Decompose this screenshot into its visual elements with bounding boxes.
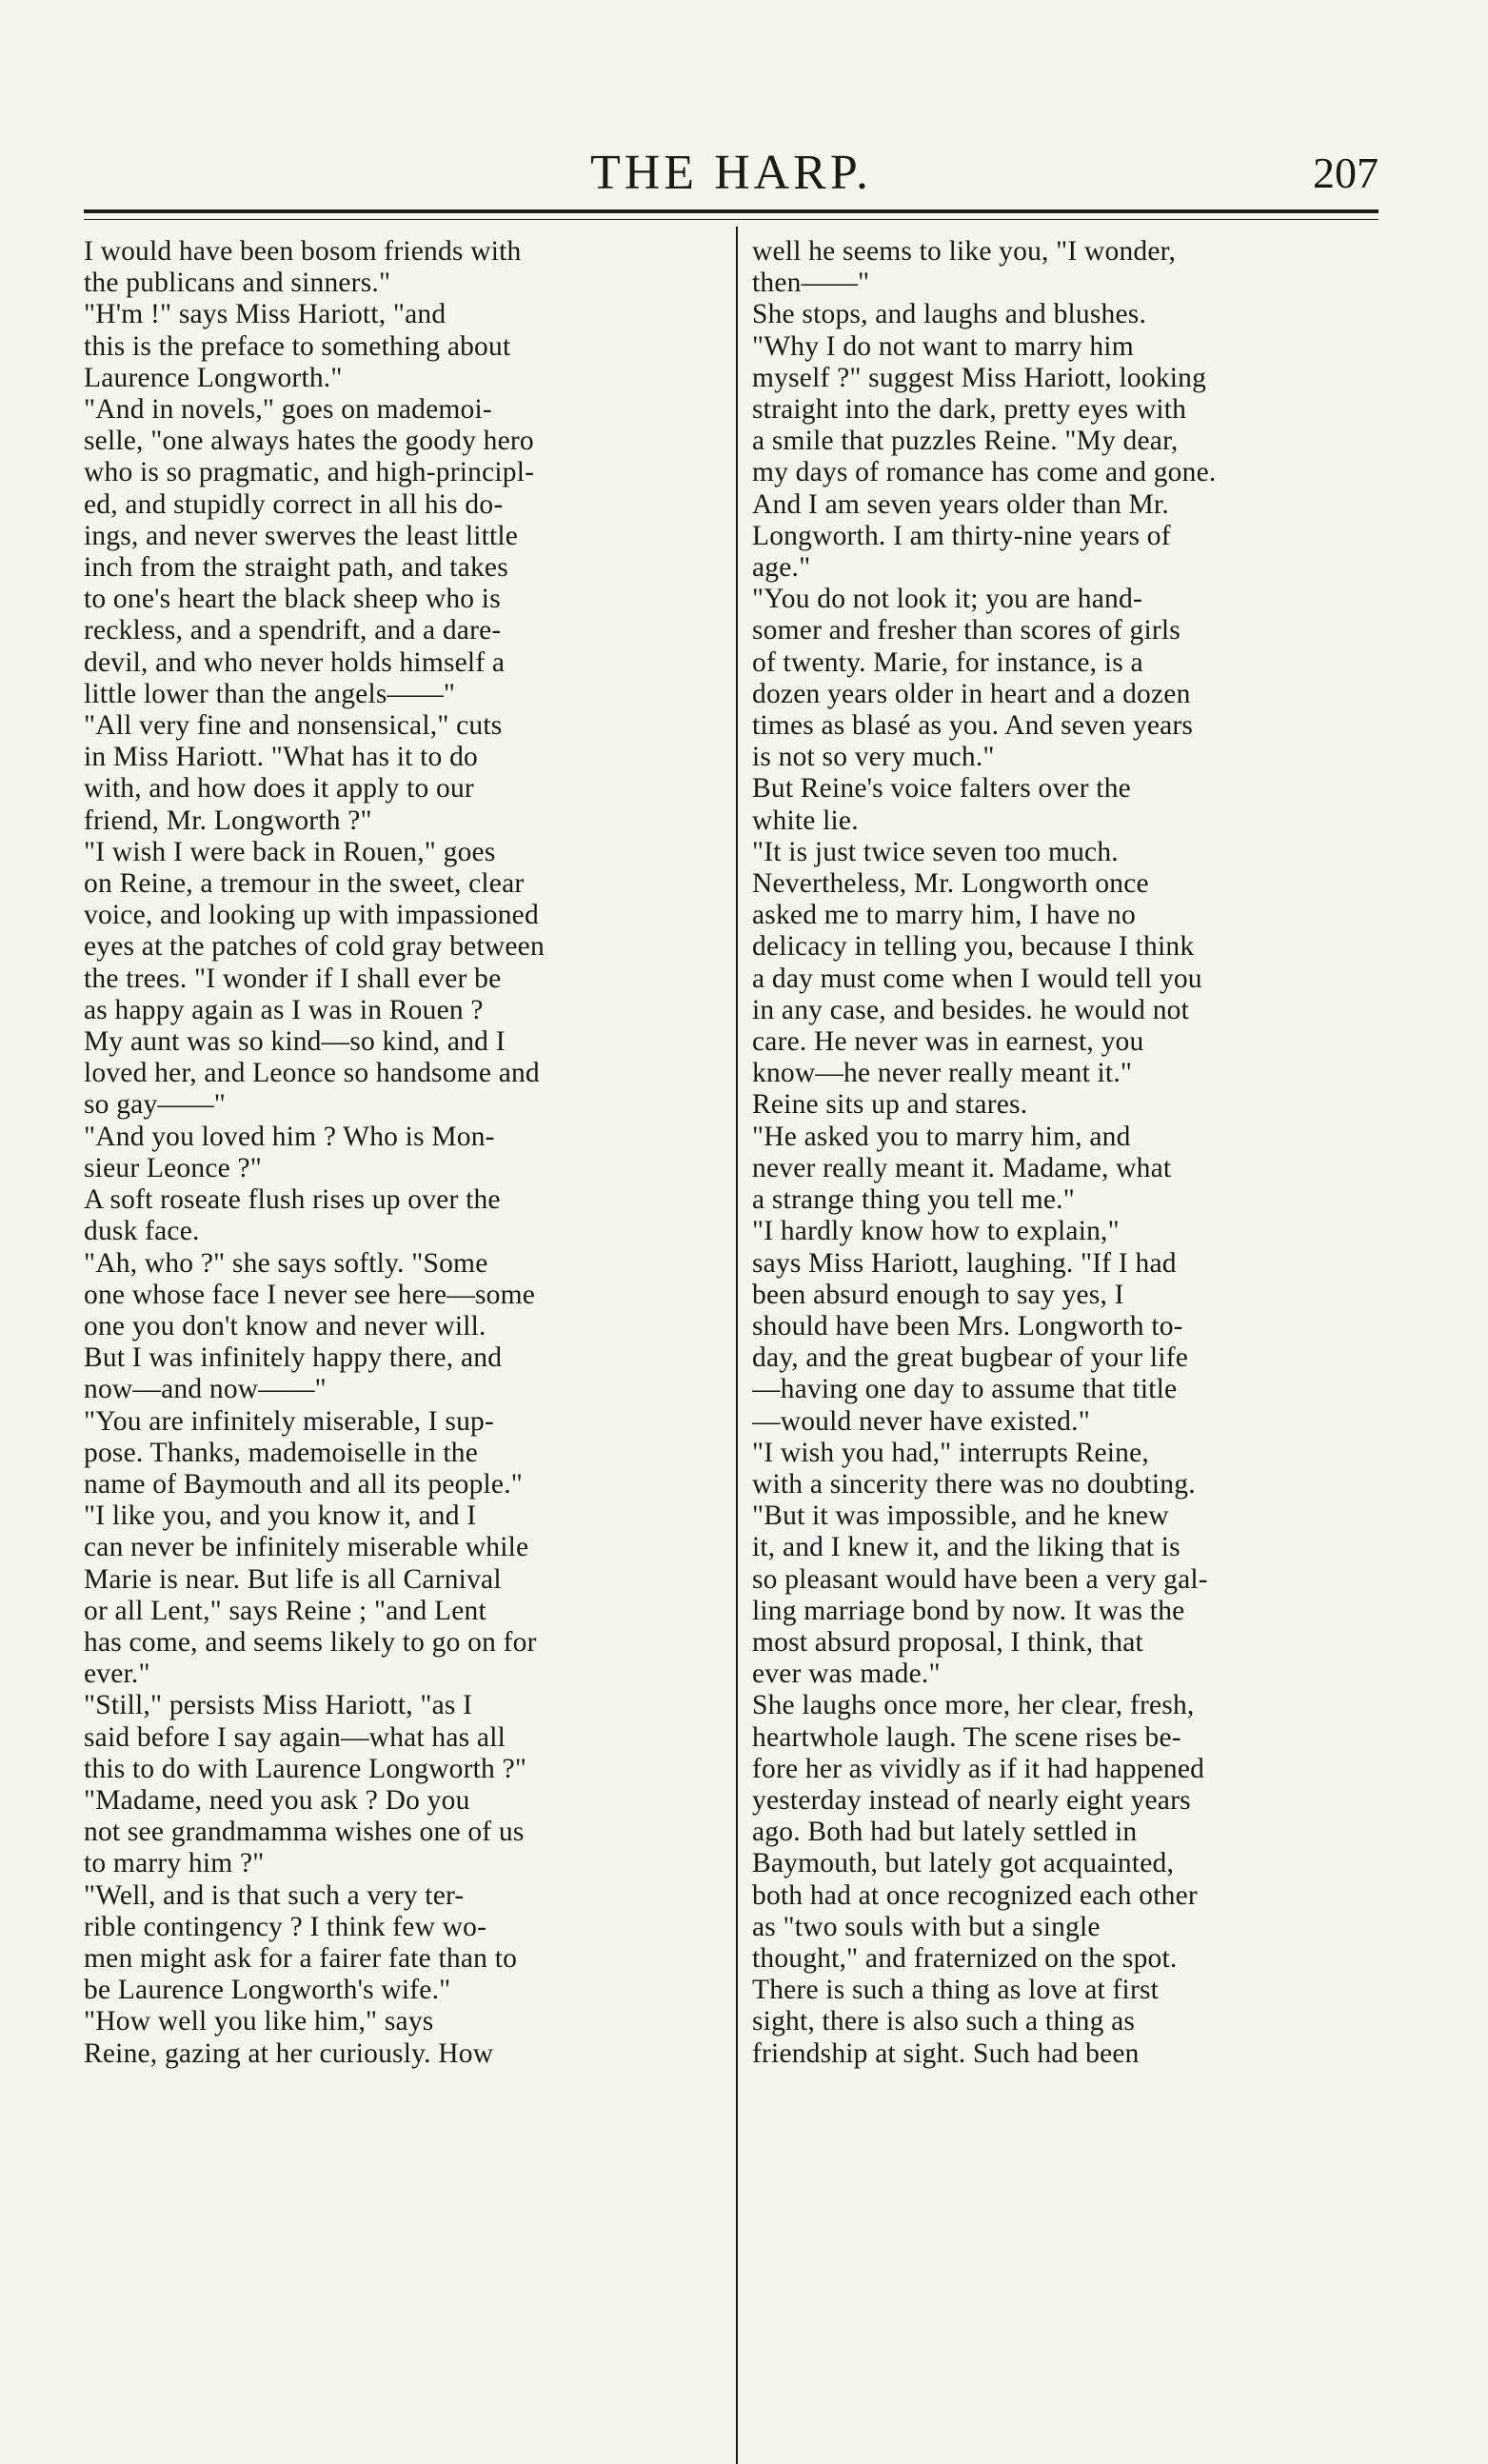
column-divider <box>736 227 738 2464</box>
running-head <box>84 143 1379 204</box>
running-title: THE HARP. <box>589 146 873 200</box>
page-number: 207 <box>1313 149 1379 197</box>
left-column <box>84 236 720 2445</box>
header-rule-thick <box>84 209 1379 213</box>
header-rule-thin <box>84 219 1379 220</box>
right-column <box>752 236 1388 2445</box>
right-column-text: well he seems to like you, "I wonder, then——" She stops, and laughs and blushes. "Why I do not want to marry him myself ?" suggest Miss Hariott, looking straight into the dark, pretty eyes with a smile that puzzles Reine. "My dear, my days of romance has come and gone. And I am seven years older than Mr. Longworth. I am thirty-nine years of age." "You do not look it; you are hand- somer and fresher than scores of girls of twenty. Marie, for instance, is a dozen years older in heart and a dozen times as blasé as you. And seven years is not so very much." But Reine's voice falters over the white lie. "It is just twice seven too much. Nevertheless, Mr. Longworth once asked me to marry him, I have no delicacy in telling you, because I think a day must come when I would tell you in any case, and besides. he would not care. He never was in earnest, you know—he never really meant it." Reine sits up and stares. "He asked you to marry him, and never really meant it. Madame, what a strange thing you tell me." "I hardly know how to explain," says Miss Hariott, laughing. "If I had been absurd enough to say yes, I should have been Mrs. Longworth to- day, and the great bugbear of your life —having one day to assume that title —would never have existed." "I wish you had," interrupts Reine, with a sincerity there was no doubting. "But it was impossible, and he knew it, and I knew it, and the liking that is so pleasant would have been a very gal- ling marriage bond by now. It was the most absurd proposal, I think, that ever was made." She laughs once more, her clear, fresh, heartwhole laugh. The scene rises be- fore her as vividly as if it had happened yesterday instead of nearly eight years ago. Both had but lately settled in Baymouth, but lately got acquainted, both had at once recognized each other as "two souls with but a single thought," and fraternized on the spot. There is such a thing as love at first sight, there is also such a thing as friendship at sight. Such had been <box>752 236 1217 2069</box>
left-column-text: I would have been bosom friends with the publicans and sinners." "H'm !" says Miss Hariott, "and this is the preface to something about Laurence Longworth." "And in novels," goes on mademoi- selle, "one always hates the goody hero who is so pragmatic, and high-principl- ed, and stupidly correct in all his do- ings, and never swerves the least little inch from the straight path, and takes to one's heart the black sheep who is reckless, and a spendrift, and a dare- devil, and who never holds himself a little lower than the angels——" "All very fine and nonsensical," cuts in Miss Hariott. "What has it to do with, and how does it apply to our friend, Mr. Longworth ?" "I wish I were back in Rouen," goes on Reine, a tremour in the sweet, clear voice, and looking up with impassioned eyes at the patches of cold gray between the trees. "I wonder if I shall ever be as happy again as I was in Rouen ? My aunt was so kind—so kind, and I loved her, and Leonce so handsome and so gay——" "And you loved him ? Who is Mon- sieur Leonce ?" A soft roseate flush rises up over the dusk face. "Ah, who ?" she says softly. "Some one whose face I never see here—some one you don't know and never will. But I was infinitely happy there, and now—and now——" "You are infinitely miserable, I sup- pose. Thanks, mademoiselle in the name of Baymouth and all its people." "I like you, and you know it, and I can never be infinitely miserable while Marie is near. But life is all Carnival or all Lent," says Reine ; "and Lent has come, and seems likely to go on for ever." "Still," persists Miss Hariott, "as I said before I say again—what has all this to do with Laurence Longworth ?" "Madame, need you ask ? Do you not see grandmamma wishes one of us to marry him ?" "Well, and is that such a very ter- rible contingency ? I think few wo- men might ask for a fairer fate than to be Laurence Longworth's wife." "How well you like him," says Reine, gazing at her curiously. How <box>84 236 545 2069</box>
